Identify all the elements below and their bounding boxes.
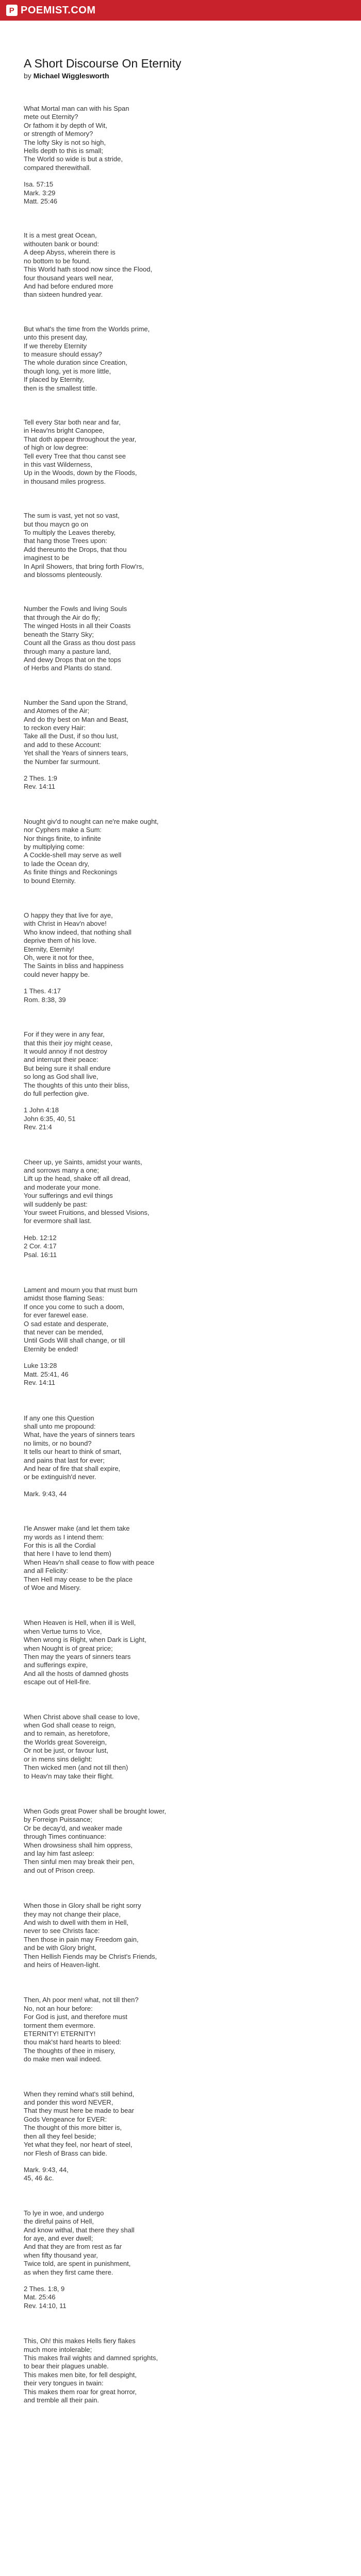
poem-line: The whole duration since Creation, [24,359,127,367]
poem-line: I'le Answer make (and let them take [24,1524,130,1533]
poem-line: Nor things finite, to infinite [24,834,101,842]
scripture-reference: Rev. 14:11 [24,783,55,791]
poem-line: Until Gods Will shall change, or till [24,1336,125,1345]
poem-line: and interrupt their peace: [24,1056,99,1064]
poem-line: What, have the years of sinners tears [24,1431,135,1439]
poem-line: The lofty Sky is not so high, [24,138,106,146]
poem-line: Twice told, are spent in punishment, [24,2260,131,2268]
poem-line: Then sinful men may break their pen, [24,1858,135,1866]
poem-line: and lay him fast asleep: [24,1849,94,1857]
poem-line: This makes men bite, for fell despight, [24,2370,137,2379]
poem-line: and to remain, as heretofore, [24,1730,110,1738]
poem-line: four thousand years well near, [24,274,113,282]
poem-line: they may not change their place, [24,1910,121,1918]
scripture-reference: Matt. 25:46 [24,197,58,206]
poem-line: Up in the Woods, down by the Floods, [24,469,137,477]
poem-line: Tell every Star both near and far, [24,418,121,426]
poem-title: A Short Discourse On Eternity [24,57,182,70]
reference-spacer [24,1098,333,1106]
scripture-reference: Heb. 12:12 [24,1233,57,1242]
poem-line: Nought giv'd to nought can ne're make ought, [24,817,159,825]
poem-line: For if they were in any fear, [24,1030,105,1039]
poem-line: when Nought is of great price; [24,1644,113,1652]
poem-line: Hells depth to this is small; [24,147,103,155]
scripture-reference: Psal. 16:11 [24,1250,57,1259]
scripture-reference: Mark. 9:43, 44 [24,1489,67,1498]
poem-line: of Herbs and Plants do stand. [24,664,112,672]
poem-line: Cheer up, ye Saints, amidst your wants, [24,1158,142,1166]
poem-line: and pains that last for ever; [24,1456,105,1464]
poem-line: That doth appear throughout the year, [24,435,137,443]
site-header [0,0,361,21]
poem-line: to lade the Ocean dry, [24,859,89,868]
poem-line: If any one this Question [24,1414,94,1422]
poem-byline [24,72,333,80]
poem-line: that hang those Trees upon: [24,537,107,545]
poem-line: with Christ in Heav'n above! [24,920,107,928]
poem-line: No, not an hour before: [24,2004,93,2012]
poem-line: for aye, and ever dwell; [24,2234,93,2242]
stanza [24,699,333,791]
poem-line: escape out of Hell-fire. [24,1678,91,1686]
poem-line: And all the hosts of damned ghosts [24,1669,129,1677]
poem-line: The thoughts of this unto their bliss, [24,1081,130,1089]
poem-line: mete out Eternity? [24,113,78,121]
poem-line: through many a pasture land, [24,647,111,655]
scripture-reference: Rev. 14:11 [24,1379,55,1387]
poem-line: And do thy best on Man and Beast, [24,715,129,723]
poem-line: beneath the Starry Sky; [24,630,94,638]
poem-line: When Christ above shall cease to love, [24,1713,140,1721]
site-logo[interactable] [6,5,96,16]
poem-line: Or not be just, or favour lust, [24,1747,109,1755]
poem-line: Yet shall the Years of sinners tears, [24,749,128,757]
poem-line: thou mak'st hard hearts to bleed: [24,2038,121,2046]
poem-line: This makes frail wights and damned sprights, [24,2354,158,2362]
poem-line: and out of Prison creep. [24,1866,95,1874]
poem-line: Then Hellish Fiends may be Christ's Friends, [24,1952,157,1960]
poem-line: nor Cyphers make a Sum: [24,826,102,834]
stanza [24,1286,333,1387]
scripture-reference: Mark. 9:43, 44, [24,2165,69,2174]
by-label: by [24,72,31,80]
poem-line: Your sufferings and evil things [24,1192,113,1200]
poem-line: When Gods great Power shall be brought lower, [24,1807,167,1815]
poem-line: as when they first came there. [24,2268,113,2276]
poem-line: will suddenly be past: [24,1200,88,1208]
poem-line: It is a mest great Ocean, [24,231,97,240]
poem-line: no bottom to be found. [24,257,91,265]
poem-line: to bear their plagues unable. [24,2362,109,2370]
poem-line: withouten bank or bound: [24,240,99,248]
poem-line: in thousand miles progress. [24,477,106,485]
poem-line: A deep Abyss, wherein there is [24,248,116,257]
poem-line: so long as God shall live, [24,1073,99,1081]
poem-line: though long, yet is more little, [24,367,111,375]
poem-line: Eternity be ended! [24,1345,78,1353]
poem-line: Gods Vengeance for EVER: [24,2115,107,2123]
scripture-reference: 1 Thes. 4:17 [24,987,61,995]
poem-line: It would annoy if not destroy [24,1047,107,1055]
poem-line: The sum is vast, yet not so vast, [24,512,120,520]
poem-line: no limits, or no bound? [24,1439,92,1447]
stanza [24,418,333,486]
scripture-reference: Matt. 25:41, 46 [24,1370,69,1378]
poem-line: in Heav'ns bright Canopee, [24,427,105,435]
poem-line: when God shall cease to reign, [24,1721,116,1730]
poem-line: do full perfection give. [24,1089,89,1097]
poem-line: and moderate your mone. [24,1183,101,1191]
stanza [24,2090,333,2183]
poem-line: and add to these Account: [24,740,102,749]
poem-line: never to see Christs face: [24,1927,100,1935]
scripture-reference: Rom. 8:38, 39 [24,995,66,1004]
poem-line: amidst those flaming Seas: [24,1294,105,1302]
scripture-reference: Rev. 14:10, 11 [24,2301,67,2310]
poem-line: Then those in pain may Freedom gain, [24,1935,139,1943]
poem-line: my words as I intend them: [24,1533,104,1541]
poem-line: then all they feel beside; [24,2132,96,2140]
poem-line: or be extinguish'd never. [24,1473,96,1481]
poem-line: The World so wide is but a stride, [24,155,123,163]
poem-line: When those in Glory shall be right sorry [24,1902,141,1910]
poem-line: Tell every Tree that thou canst see [24,452,126,460]
poem-line: to bound Eternity. [24,876,76,885]
stanza [24,1524,333,1592]
stanza [24,818,333,885]
poem-line: O happy they that live for aye, [24,911,113,920]
reference-spacer [24,979,333,987]
stanza [24,1807,333,1875]
poem-line: their very tongues in twain: [24,2379,104,2387]
stanza [24,2337,333,2404]
poem-line: ETERNITY! ETERNITY! [24,2030,96,2038]
poem-line: Eternity, Eternity! [24,945,75,953]
poem-line: the direful pains of Hell, [24,2217,94,2226]
poem-line: and sufferings expire, [24,1661,88,1669]
poem-line: To lye in woe, and undergo [24,2209,104,2217]
poem-line: If once you come to such a doom, [24,1302,125,1311]
poem-line: This, Oh! this makes Hells fiery flakes [24,2337,136,2345]
poem-line: deprive them of his love. [24,937,96,945]
poem-line: in this vast Wilderness, [24,461,92,468]
poem-line: the Number far surmount. [24,757,101,766]
poem-line: What Mortal man can with his Span [24,105,129,112]
stanza [24,105,333,206]
scripture-reference: 2 Thes. 1:8, 9 [24,2284,65,2293]
scripture-reference: 2 Thes. 1:9 [24,774,57,782]
stanza [24,1713,333,1781]
poem-line: Yet what they feel, nor heart of steel, [24,2141,133,2149]
poem-line: unto this present day, [24,333,88,342]
poem-line: For this is all the Cordial [24,1541,96,1549]
poem-line: to Heav'n may take their flight. [24,1772,114,1780]
logo-icon: P [6,5,18,16]
poem-line: for evermore shall last. [24,1217,92,1225]
site-name: POEMIST.COM [21,4,96,16]
poem-line: to reckon every Hair: [24,723,86,732]
poem-line: and sorrows many a one; [24,1166,99,1174]
poem-line: but thou maycn go on [24,520,89,528]
author-link[interactable]: Michael Wigglesworth [33,72,109,80]
poem-line: As finite things and Reckonings [24,868,118,876]
poem-line: compared therewithall. [24,163,91,172]
poem-line: Then, Ah poor men! what, not till then? [24,1996,139,2004]
poem-line: Take all the Dust, if so thou lust, [24,732,119,740]
poem-line: The thought of this more bitter is, [24,2124,122,2132]
poem-line: Then wicked men (and not till then) [24,1764,128,1772]
reference-spacer [24,1226,333,1234]
poem-line: It tells our heart to think of smart, [24,1448,122,1456]
poem-line: And that they are from rest as far [24,2243,122,2251]
poem-line: Lift up the head, shake off all dread, [24,1175,130,1183]
poem-line: But being sure it shall endure [24,1064,111,1072]
poem-line: But what's the time from the Worlds prime, [24,325,150,333]
poem-line: Or be decay'd, and weaker made [24,1824,123,1832]
poem-body [24,105,333,2404]
scripture-reference: 2 Cor. 4:17 [24,1242,57,1250]
reference-spacer [24,2277,333,2285]
poem-line: And dewy Drops that on the tops [24,655,121,664]
poem-line: and tremble all their pain. [24,2396,99,2404]
poem-line: through Times continuance: [24,1833,106,1841]
scripture-reference: Luke 13:28 [24,1362,57,1370]
poem-line: A Cockle-shell may serve as well [24,851,122,859]
poem-line: Count all the Grass as thou dost pass [24,639,136,647]
poem-line: by Forreign Puissance; [24,1816,92,1824]
poem-line: that never can be mended, [24,1328,104,1336]
scripture-reference: Rev. 21:4 [24,1123,52,1131]
poem-line: and ponder this word NEVER, [24,2098,113,2107]
poem-line: And wish to dwell with them in Hell, [24,1918,129,1926]
poem-line: O sad estate and desperate, [24,1319,109,1328]
poem-line: when Vertue turns to Vice, [24,1627,102,1635]
stanza [24,512,333,579]
poem-line: and blossoms plenteously. [24,571,103,579]
poem-line: Then Hell may cease to be the place [24,1575,133,1583]
reference-spacer [24,766,333,774]
poem-line: And know withal, that there they shall [24,2226,135,2234]
poem-line: When drowsiness shall him oppress, [24,1841,133,1849]
poem-line: of high or low degree: [24,444,89,452]
scripture-reference: 45, 46 &c. [24,2174,54,2182]
scripture-reference: Mat. 25:46 [24,2293,56,2301]
poem-line: that through the Air do fly; [24,613,101,621]
reference-spacer [24,1482,333,1490]
poem-line: and Atomes of the Air; [24,707,90,715]
poem-line: Oh, were it not for thee, [24,954,94,962]
poem-line: In April Showers, that bring forth Flow'rs, [24,562,144,570]
stanza [24,1996,333,2063]
poem-line: and all Felicity: [24,1567,68,1575]
poem-line: This makes them roar for great horror, [24,2387,137,2396]
poem-line: do make men wail indeed. [24,2055,102,2063]
poem-line: than sixteen hundred year. [24,291,103,299]
poem-line: shall unto me propound: [24,1422,96,1430]
stanza [24,1902,333,1969]
poem-line: When Heaven is Hell, when ill is Well, [24,1619,136,1627]
poem-line: torment them evermore. [24,2021,95,2029]
scripture-reference: Mark. 3:29 [24,189,56,197]
poem-line: to measure should essay? [24,350,102,358]
poem-line: Who know indeed, that nothing shall [24,928,132,936]
poem-line: that this their joy might cease, [24,1039,112,1047]
poem-line: And had before endured more [24,282,113,290]
scripture-reference: 1 John 4:18 [24,1106,59,1114]
scripture-reference: Isa. 57:15 [24,180,54,189]
poem-line: could never happy be. [24,970,90,978]
poem-line: The thoughts of thee in misery, [24,2046,116,2055]
poem-line: If placed by Eternity, [24,376,84,384]
poem-line: That they must here be made to bear [24,2107,134,2115]
poem-line: for ever farewel ease. [24,1311,89,1319]
poem-line: nor Flesh of Brass can bide. [24,2149,107,2157]
reference-spacer [24,2158,333,2166]
poem-line: The Saints in bliss and happiness [24,962,124,970]
poem-line: When wrong is Right, when Dark is Light, [24,1636,146,1644]
stanza [24,1030,333,1131]
poem-line: To multiply the Leaves thereby, [24,529,116,537]
poem-line: and heirs of Heaven-light. [24,1961,101,1969]
poem-line: Add thereunto the Drops, that thou [24,545,127,553]
poem-line: This World hath stood now since the Flood, [24,265,153,274]
poem-line: of Woe and Misery. [24,1584,81,1591]
poem-line: much more intolerable; [24,2345,92,2353]
poem-line: And hear of fire that shall expire, [24,1464,121,1472]
poem-line: When they remind what's still behind, [24,2090,135,2098]
stanza [24,1158,333,1259]
poem-line: and be with Glory bright, [24,1944,96,1952]
poem-line: Lament and mourn you that must burn [24,1286,138,1294]
poem-line: Or fathom it by depth of Wit, [24,121,107,129]
poem-container [0,56,333,2404]
poem-line: that here I have to lend them) [24,1550,111,1558]
poem-line: If we thereby Eternity [24,342,87,350]
poem-line: Your sweet Fruitions, and blessed Visions, [24,1209,150,1216]
poem-line: then is the smallest tittle. [24,384,97,392]
reference-spacer [24,172,333,180]
poem-line: or in mens sins delight: [24,1755,92,1763]
reference-spacer [24,1353,333,1362]
stanza [24,2209,333,2310]
stanza [24,1619,333,1686]
poem-line: imaginest to be [24,554,70,562]
poem-line: Then may the years of sinners tears [24,1653,131,1661]
poem-line: When Heav'n shall cease to flow with peace [24,1558,155,1566]
poem-line: by multiplying come: [24,843,85,851]
poem-line: when fifty thousand year, [24,2251,98,2259]
stanza [24,605,333,672]
poem-line: Number the Fowls and living Souls [24,605,127,613]
stanza [24,325,333,393]
poem-line: or strength of Memory? [24,130,93,138]
poem-line: the Worlds great Sovereign, [24,1738,107,1746]
scripture-reference: John 6:35, 40, 51 [24,1114,76,1123]
stanza [24,1414,333,1499]
stanza [24,231,333,299]
poem-line: The winged Hosts in all their Coasts [24,622,131,630]
stanza [24,911,333,1004]
poem-line: Number the Sand upon the Strand, [24,698,128,706]
poem-line: For God is just, and therefore must [24,2013,127,2021]
